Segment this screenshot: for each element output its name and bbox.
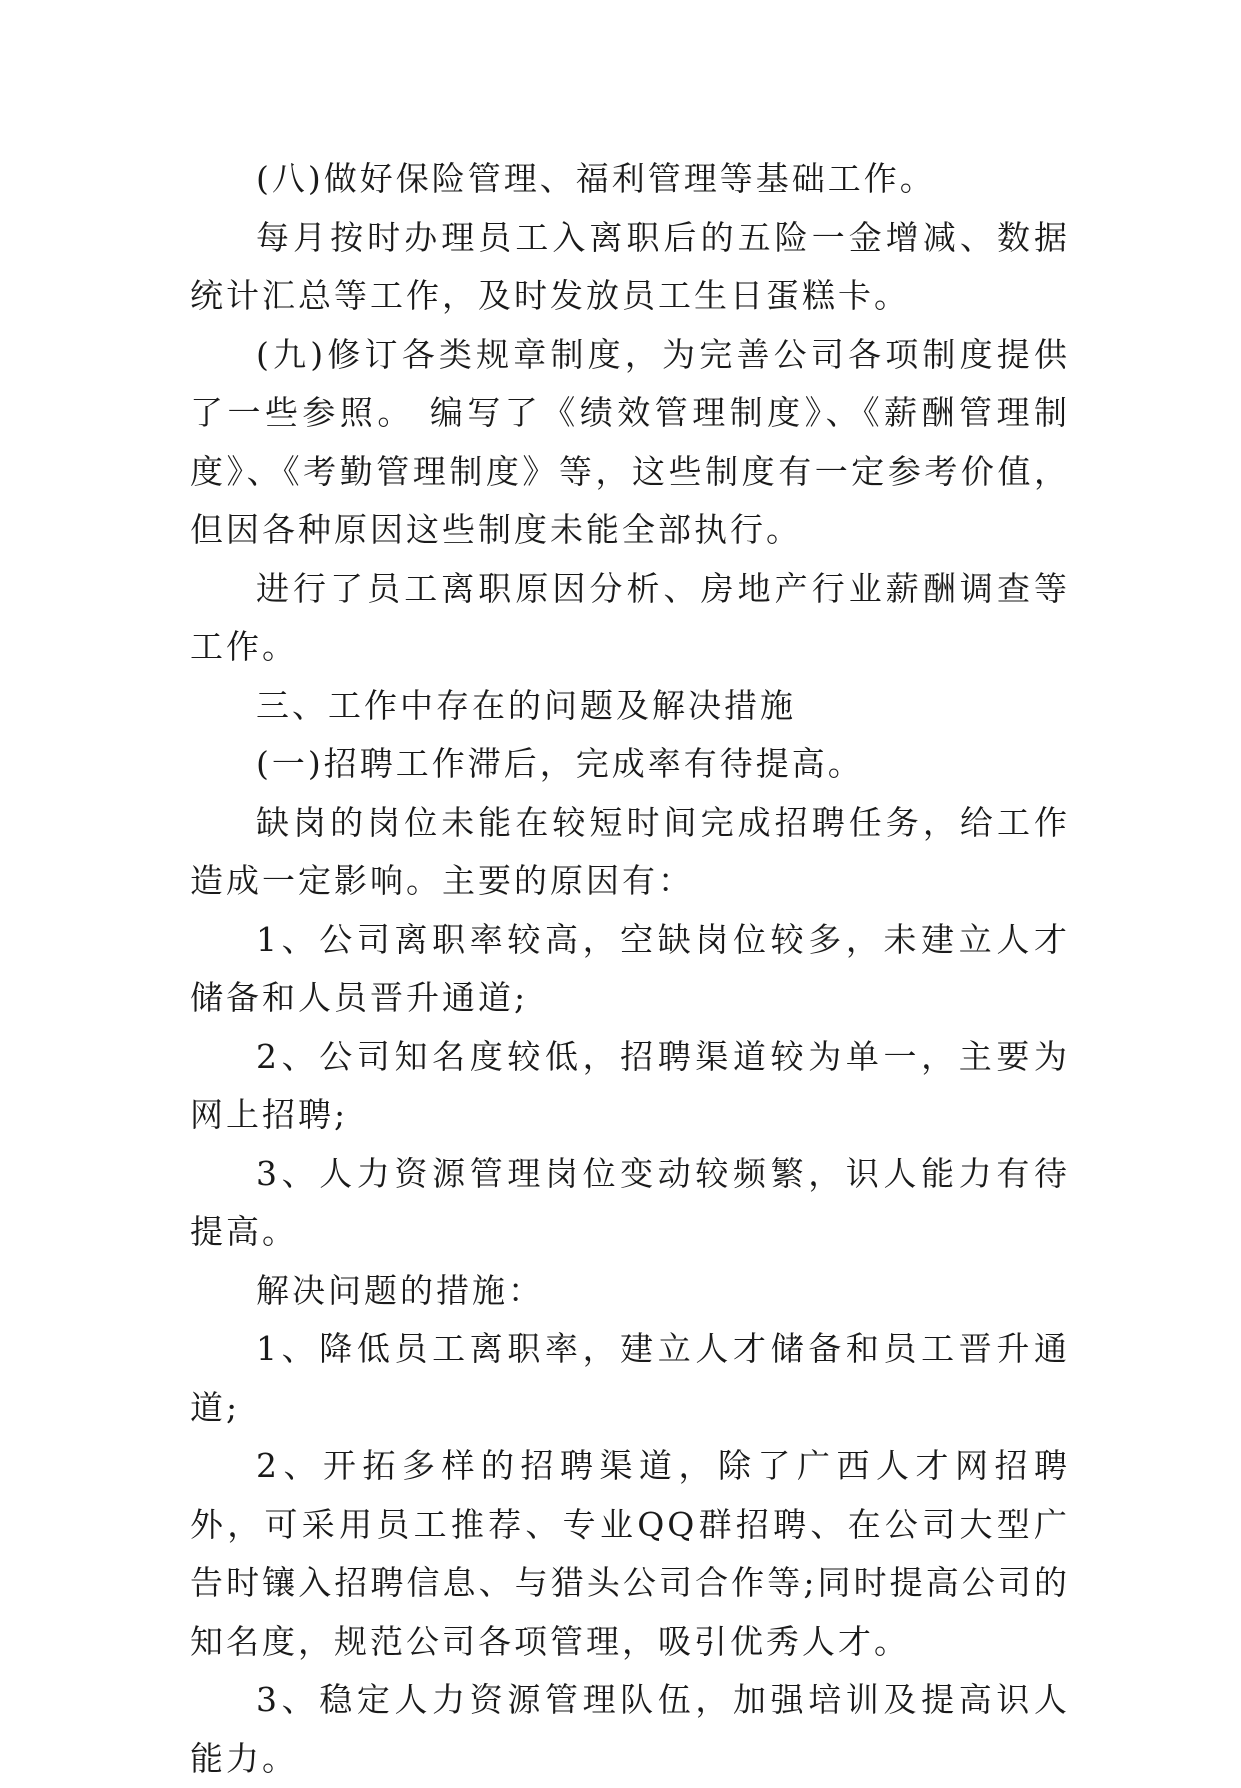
paragraph-regulations: (九)修订各类规章制度，为完善公司各项制度提供了一些参照。 编写了《绩效管理制度》、《薪酬管理制度》、《考勤管理制度》等，这些制度有一定参考价值，但因各种原因这些制度未能全部执行。 xyxy=(190,334,1070,549)
list-item-solution-2: 2、开拓多样的招聘渠道，除了广西人才网招聘外，可采用员工推荐、专业QQ群招聘、在公司大型广告时镶入招聘信息、与猎头公司合作等;同时提高公司的知名度，规范公司各项管理，吸引优秀人才。 xyxy=(190,1446,1070,1661)
section-heading-problems: 三、工作中存在的问题及解决措施 xyxy=(256,685,796,725)
list-item-solution-3: 3、稳定人力资源管理队伍，加强培训及提高识人能力。 xyxy=(190,1680,1070,1778)
paragraph-insurance-welfare: (八)做好保险管理、福利管理等基础工作。 xyxy=(256,159,936,198)
paragraph-recruitment-lag: (一)招聘工作滞后，完成率有待提高。 xyxy=(256,744,864,783)
paragraph-analysis: 进行了员工离职原因分析、房地产行业薪酬调查等工作。 xyxy=(190,568,1070,666)
list-item-cause-3: 3、人力资源管理岗位变动较频繁，识人能力有待提高。 xyxy=(190,1153,1070,1251)
list-item-cause-1: 1、公司离职率较高，空缺岗位较多，未建立人才储备和人员晋升通道; xyxy=(190,919,1070,1017)
paragraph-monthly-tasks: 每月按时办理员工入离职后的五险一金增减、数据统计汇总等工作，及时发放员工生日蛋糕卡。 xyxy=(190,217,1070,315)
paragraph-vacancy-impact: 缺岗的岗位未能在较短时间完成招聘任务，给工作造成一定影响。主要的原因有： xyxy=(190,802,1070,900)
document-body xyxy=(190,150,1070,1788)
list-item-cause-2: 2、公司知名度较低，招聘渠道较为单一，主要为网上招聘; xyxy=(190,1036,1070,1134)
paragraph-solutions-heading: 解决问题的措施： xyxy=(256,1270,544,1310)
list-item-solution-1: 1、降低员工离职率，建立人才储备和员工晋升通道; xyxy=(190,1329,1070,1427)
